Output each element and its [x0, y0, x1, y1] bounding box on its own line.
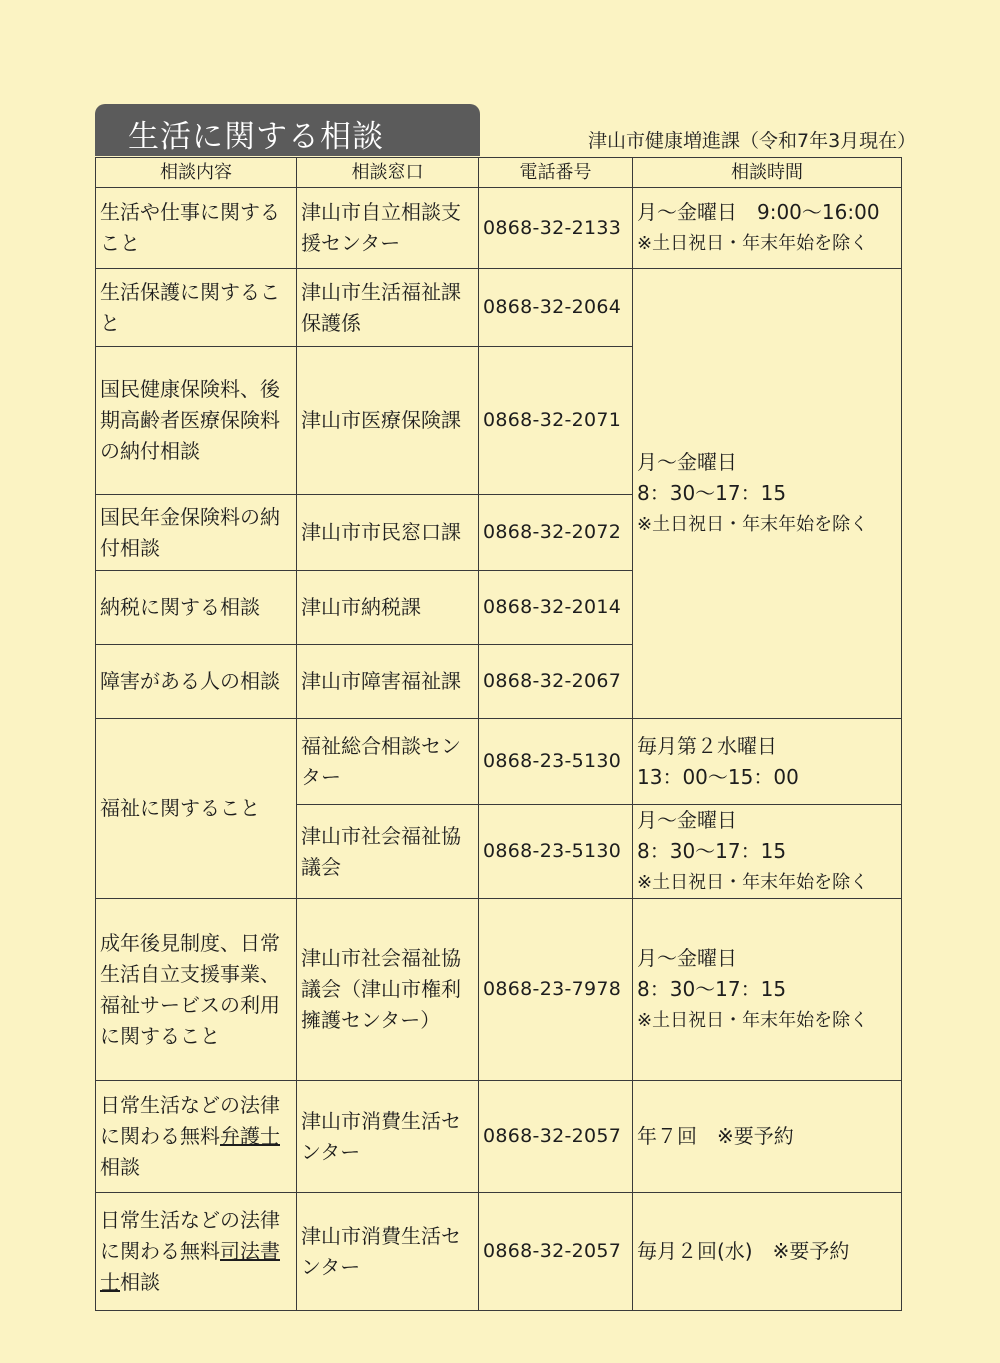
- content-cell: 障害がある人の相談: [96, 645, 297, 719]
- time-cell: [633, 188, 902, 269]
- content-cell: 福祉に関すること: [96, 719, 297, 899]
- source-note: 津山市健康増進課（令和7年3月現在）: [588, 130, 917, 152]
- time-line: 毎月第２水曜日: [637, 733, 777, 758]
- window-cell: 福祉総合相談センター: [297, 719, 479, 805]
- window-cell: 津山市社会福祉協議会: [297, 805, 479, 899]
- time-note: ※土日祝日・年末年始を除く: [637, 872, 869, 893]
- window-cell: 津山市消費生活センター: [297, 1081, 479, 1193]
- time-line: 月～金曜日: [637, 808, 737, 832]
- phone-cell: 0868-32-2071: [479, 347, 633, 495]
- time-note: ※土日祝日・年末年始を除く: [637, 233, 869, 254]
- underlined-term: 弁護士: [220, 1124, 280, 1148]
- phone-cell: 0868-32-2133: [479, 188, 633, 269]
- phone-cell: 0868-32-2072: [479, 495, 633, 571]
- content-cell: 国民健康保険料、後期高齢者医療保険料の納付相談: [96, 347, 297, 495]
- phone-cell: 0868-32-2057: [479, 1193, 633, 1311]
- table-row: [96, 1081, 902, 1193]
- content-cell: 生活や仕事に関すること: [96, 188, 297, 269]
- time-note: ※土日祝日・年末年始を除く: [637, 1010, 869, 1031]
- content-cell: [96, 1193, 297, 1311]
- table-row: [96, 269, 902, 347]
- time-cell-merged: [633, 269, 902, 719]
- time-cell: 年７回 ※要予約: [633, 1081, 902, 1193]
- consultation-table: [95, 157, 902, 1311]
- header-phone: 電話番号: [479, 158, 633, 188]
- phone-cell: 0868-23-7978: [479, 899, 633, 1081]
- window-cell: 津山市社会福祉協議会（津山市権利擁護センター）: [297, 899, 479, 1081]
- content-cell: 国民年金保険料の納付相談: [96, 495, 297, 571]
- table-row: [96, 1193, 902, 1311]
- time-line: 8：30～17：15: [637, 839, 787, 863]
- time-line: 月～金曜日: [637, 946, 737, 970]
- content-text: 日常生活などの法律に関わる無料: [100, 1093, 280, 1148]
- section-title-bar: [95, 104, 480, 156]
- content-text: 相談: [120, 1270, 160, 1294]
- content-cell: 生活保護に関すること: [96, 269, 297, 347]
- phone-cell: 0868-23-5130: [479, 805, 633, 899]
- time-cell: [633, 899, 902, 1081]
- phone-cell: 0868-23-5130: [479, 719, 633, 805]
- time-line: 8：30～17：15: [637, 481, 787, 505]
- time-cell: [633, 805, 902, 899]
- window-cell: 津山市市民窓口課: [297, 495, 479, 571]
- window-cell: 津山市障害福祉課: [297, 645, 479, 719]
- time-note: ※土日祝日・年末年始を除く: [637, 514, 869, 535]
- time-line: 8：30～17：15: [637, 977, 787, 1001]
- header-window: 相談窓口: [297, 158, 479, 188]
- content-cell: 納税に関する相談: [96, 571, 297, 645]
- phone-cell: 0868-32-2057: [479, 1081, 633, 1193]
- content-cell: [96, 1081, 297, 1193]
- window-cell: 津山市消費生活センター: [297, 1193, 479, 1311]
- content-text: 相談: [100, 1155, 140, 1179]
- window-cell: 津山市自立相談支援センター: [297, 188, 479, 269]
- content-text: 日常生活などの法律に関わる無料: [100, 1208, 280, 1263]
- table-header-row: [96, 158, 902, 188]
- window-cell: 津山市医療保険課: [297, 347, 479, 495]
- underlined-term: 司法書士: [100, 1239, 280, 1294]
- table-row: [96, 899, 902, 1081]
- content-cell: 成年後見制度、日常生活自立支援事業、福祉サービスの利用に関すること: [96, 899, 297, 1081]
- time-line: 13：00～15：00: [637, 764, 799, 789]
- table-row: [96, 719, 902, 805]
- window-cell: 津山市生活福祉課保護係: [297, 269, 479, 347]
- window-cell: 津山市納税課: [297, 571, 479, 645]
- phone-cell: 0868-32-2014: [479, 571, 633, 645]
- header-content: 相談内容: [96, 158, 297, 188]
- time-cell: 毎月２回(水) ※要予約: [633, 1193, 902, 1311]
- table-row: [96, 188, 902, 269]
- phone-cell: 0868-32-2064: [479, 269, 633, 347]
- time-cell: [633, 719, 902, 805]
- header-time: 相談時間: [633, 158, 902, 188]
- time-line: 月～金曜日 9:00～16:00: [637, 200, 880, 224]
- time-line: 月～金曜日: [637, 450, 737, 474]
- phone-cell: 0868-32-2067: [479, 645, 633, 719]
- section-title: 生活に関する相談: [128, 119, 384, 155]
